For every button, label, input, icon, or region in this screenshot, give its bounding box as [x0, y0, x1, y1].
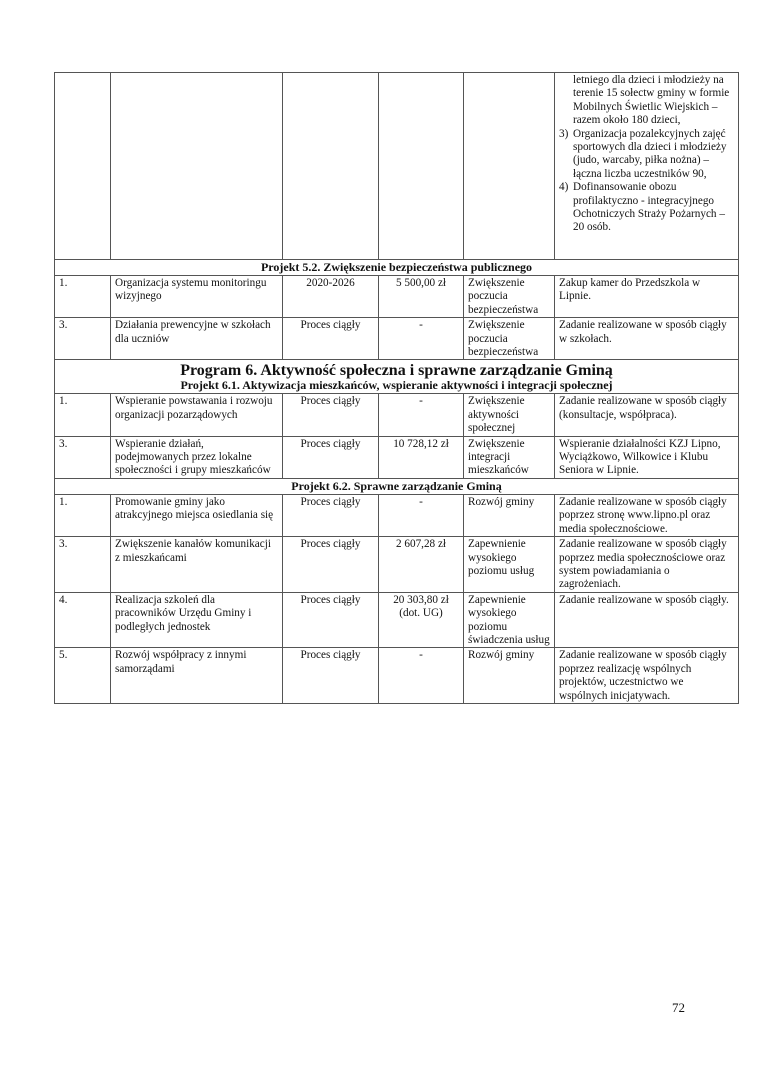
- table-row: 3. Działania prewencyjne w szkołach dla uczniów Proces ciągły - Zwiększenie poczucia bezpieczeństwa Zadanie realizowane w sposób ciągły w szkołach.: [55, 318, 739, 360]
- list-item: 3) Organizacja pozalekcyjnych zajęć sportowych dla dzieci i młodzieży (judo, warcaby, piłka nożna) – łączna liczba uczestników 90,: [559, 127, 727, 180]
- continued-notes-cell: [555, 73, 739, 260]
- project-6-1-title: Projekt 6.1. Aktywizacja mieszkańców, wspieranie aktywności i integracji społecznej: [180, 378, 613, 393]
- table-row: 1. Promowanie gminy jako atrakcyjnego miejsca osiedlania się Proces ciągły - Rozwój gminy Zadanie realizowane w sposób ciągły poprzez stronę www.lipno.pl oraz media społecznościowe.: [55, 494, 739, 536]
- page-number: 72: [672, 1000, 685, 1015]
- list-item: letniego dla dzieci i młodzieży na terenie 15 sołectw gminy w formie Mobilnych Świetlic Wiejskich – razem około 180 dzieci,: [573, 74, 730, 127]
- table-row: 4. Realizacja szkoleń dla pracowników Urzędu Gminy i podległych jednostek Proces ciągły 20 303,80 zł (dot. UG) Zapewnienie wysokiego poziomu świadczenia usług Zadanie realizowane w sposób ciągły.: [55, 592, 739, 648]
- table-row: 1. Wspieranie powstawania i rozwoju organizacji pozarządowych Proces ciągły - Zwiększenie aktywności społecznej Zadanie realizowane w sposób ciągły (konsultacje, współpraca).: [55, 394, 739, 436]
- section-header-project-6-2: Projekt 6.2. Sprawne zarządzanie Gminą: [55, 478, 739, 494]
- table-row: 5. Rozwój współpracy z innymi samorządami Proces ciągły - Rozwój gminy Zadanie realizowane w sposób ciągły poprzez realizację wspólnych projektów, uczestnictwo we wspólnych inicjatywach.: [55, 648, 739, 704]
- table-row: 1. Organizacja systemu monitoringu wizyjnego 2020-2026 5 500,00 zł Zwiększenie poczucia bezpieczeństwa Zakup kamer do Przedszkola w Lipnie.: [55, 276, 739, 318]
- section-header-project-5-2: Projekt 5.2. Zwiększenie bezpieczeństwa publicznego: [55, 260, 739, 276]
- table-row: 3. Zwiększenie kanałów komunikacji z mieszkańcami Proces ciągły 2 607,28 zł Zapewnienie wysokiego poziomu usług Zadanie realizowane w sposób ciągły poprzez media społecznościowe oraz system powiadamiania o zagrożeniach.: [55, 537, 739, 593]
- table-row-continued: [55, 73, 739, 260]
- table-row: 3. Wspieranie działań, podejmowanych przez lokalne społeczności i grupy mieszkańców Proces ciągły 10 728,12 zł Zwiększenie integracji mieszkańców Wspieranie działalności KZJ Lipno, Wyciążkowo, Wilkowice i Klubu Seniora w Lipnie.: [55, 436, 739, 478]
- program-6-header: [55, 360, 739, 394]
- continued-list: [559, 74, 734, 235]
- list-item: 4) Dofinansowanie obozu profilaktyczno - integracyjnego Ochotniczych Straży Pożarnych – 20 osób.: [559, 181, 725, 234]
- program-6-title: Program 6. Aktywność społeczna i sprawne zarządzanie Gminą: [180, 362, 613, 380]
- document-table: [54, 72, 739, 704]
